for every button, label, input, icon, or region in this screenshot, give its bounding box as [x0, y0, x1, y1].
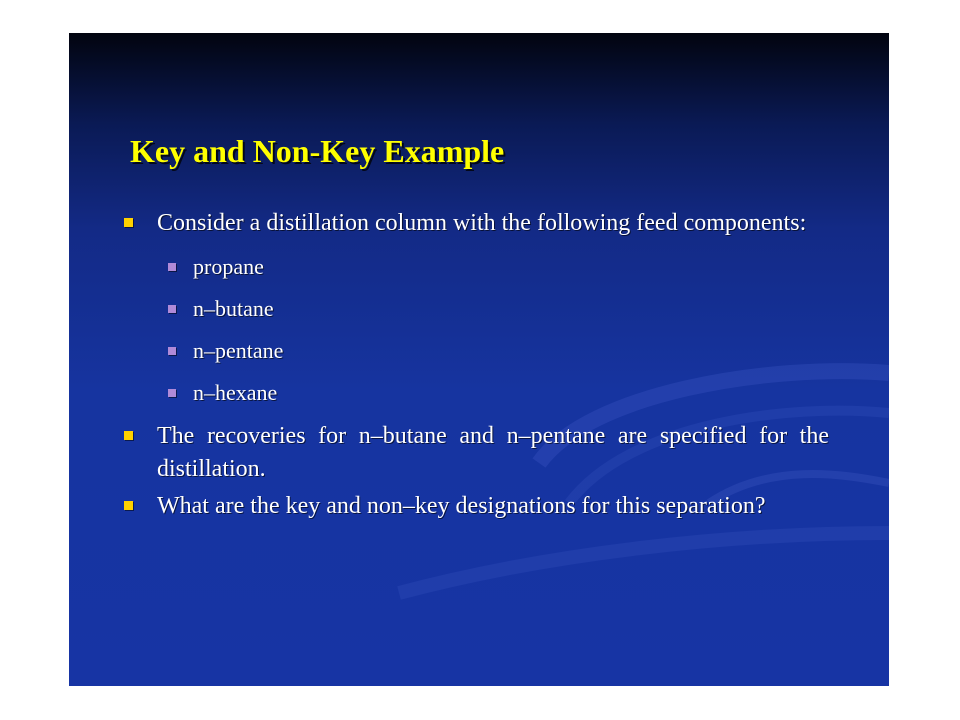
bullet-text: Consider a distillation column with the following feed components: [157, 210, 807, 236]
bullet-text: The recoveries for n–butane and n–pentane are specified for the distillation. [157, 423, 829, 482]
sub-bullet-text: n–butane [193, 296, 274, 321]
square-bullet-icon [168, 305, 176, 313]
sub-bullet-text: n–hexane [193, 380, 278, 405]
slide-content [124, 207, 829, 527]
square-bullet-icon [168, 389, 176, 397]
sub-bullet-item [124, 288, 829, 330]
sub-bullet-item [124, 372, 829, 414]
square-bullet-icon [168, 263, 176, 271]
sub-bullet-text: propane [193, 254, 264, 279]
sub-bullet-list [124, 246, 829, 414]
square-bullet-icon [124, 218, 133, 227]
square-bullet-icon [168, 347, 176, 355]
slide-title: Key and Non-Key Example [130, 133, 505, 169]
square-bullet-icon [124, 431, 133, 440]
bullet-item [124, 207, 829, 240]
bullet-text: What are the key and non–key designations for this separation? [157, 493, 766, 519]
square-bullet-icon [124, 501, 133, 510]
bullet-item [124, 490, 829, 523]
sub-bullet-item [124, 330, 829, 372]
sub-bullet-item [124, 246, 829, 288]
bullet-item [124, 420, 829, 486]
slide [69, 33, 889, 686]
sub-bullet-text: n–pentane [193, 338, 284, 363]
